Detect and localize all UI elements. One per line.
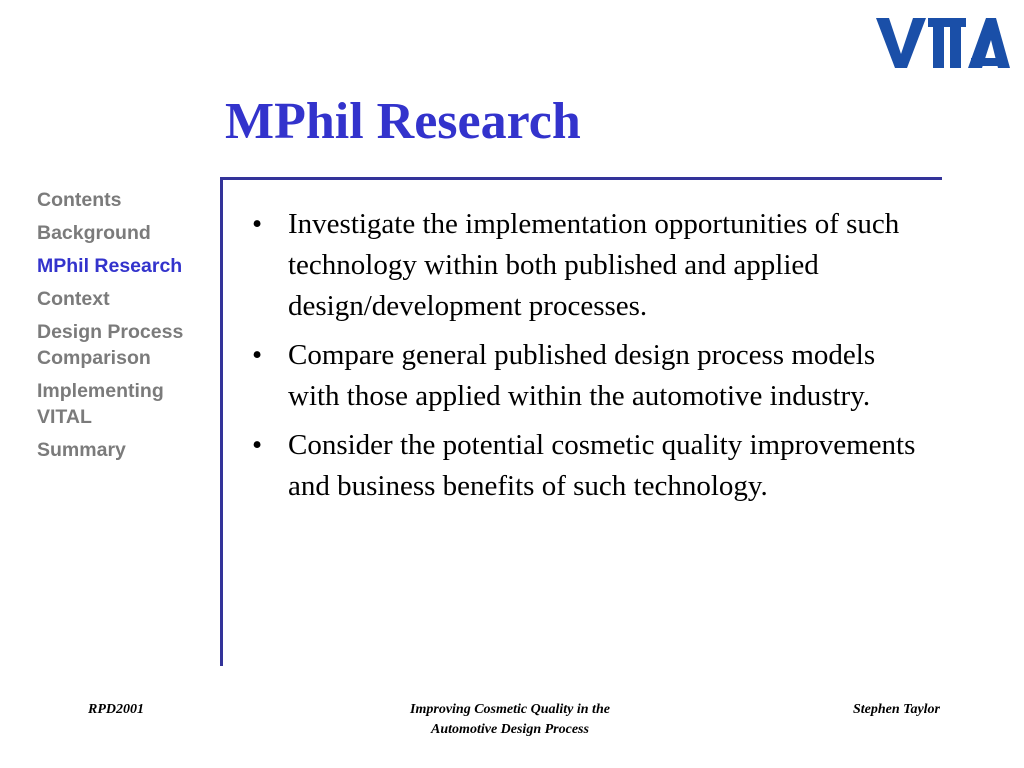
slide-title: MPhil Research — [225, 93, 581, 150]
footer-title-line2: Automotive Design Process — [431, 722, 589, 737]
content-area — [250, 204, 920, 515]
bullet-item: • Investigate the implementation opportunities of such technology within both published and applied design/development processes. — [250, 204, 920, 327]
sidebar-item-label: Background — [37, 222, 151, 244]
sidebar-item-background[interactable] — [37, 220, 222, 246]
sidebar-nav — [37, 187, 222, 470]
sidebar-item-summary[interactable] — [37, 437, 222, 463]
sidebar-item-context[interactable] — [37, 286, 222, 312]
sidebar-item-label-line2: VITAL — [37, 406, 92, 428]
sidebar-item-label-line1: Design Process — [37, 321, 184, 343]
sidebar-item-label: Context — [37, 288, 110, 310]
sidebar-item-implementing-vital[interactable] — [37, 378, 222, 430]
bullet-list — [250, 204, 920, 507]
sidebar-item-label-line2: Comparison — [37, 347, 151, 369]
vital-logo — [876, 18, 1010, 68]
sidebar-item-label: MPhil Research — [37, 255, 183, 277]
sidebar-item-contents[interactable] — [37, 187, 222, 213]
bullet-item: • Compare general published design process models with those applied within the automotive industry. — [250, 335, 920, 417]
footer-title — [360, 700, 660, 740]
bullet-item: • Consider the potential cosmetic quality improvements and business benefits of such technology. — [250, 425, 920, 507]
sidebar-item-mphil-research[interactable] — [37, 253, 222, 279]
footer-author: Stephen Taylor — [853, 702, 940, 717]
content-frame-horizontal-divider — [220, 177, 942, 180]
sidebar-item-label-line1: Implementing — [37, 380, 164, 402]
footer-title-line1: Improving Cosmetic Quality in the — [410, 702, 610, 717]
sidebar-item-label: Summary — [37, 439, 126, 461]
content-frame-vertical-divider — [220, 178, 223, 666]
footer-event: RPD2001 — [88, 702, 144, 717]
sidebar-item-label: Contents — [37, 189, 122, 211]
sidebar-item-design-process-comparison[interactable] — [37, 319, 222, 371]
